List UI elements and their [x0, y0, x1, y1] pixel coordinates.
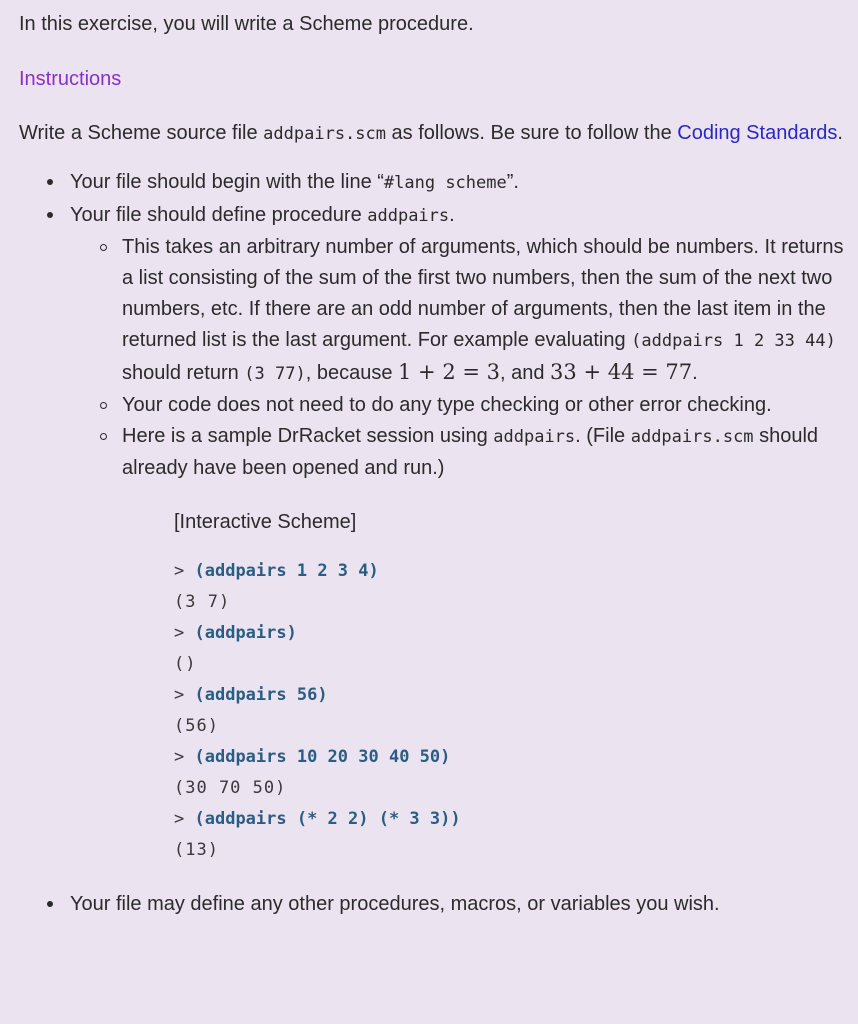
- sub-list-item: [70, 232, 848, 390]
- filename-code: addpairs.scm: [263, 124, 386, 144]
- session-output: (13): [174, 840, 219, 860]
- prompt-symbol: >: [174, 809, 185, 829]
- result-code: (3 77): [244, 364, 306, 384]
- item-text: . (File: [575, 425, 631, 447]
- instructions-paragraph: [19, 117, 858, 150]
- prompt-symbol: >: [174, 685, 185, 705]
- session-title: [Interactive Scheme]: [174, 511, 357, 533]
- session-output: (3 7): [174, 592, 231, 612]
- sub-list-item: [70, 390, 848, 421]
- requirements-list: [19, 166, 858, 920]
- sub-list: [70, 232, 858, 866]
- session-output: (56): [174, 716, 219, 736]
- lang-code: #lang scheme: [383, 173, 507, 193]
- sub-list-item: [70, 421, 848, 866]
- item-text: This takes an arbitrary number of arguments, which should be numbers. It returns a list consisting of the sum of the first two numbers, then the sum of the next two numbers, etc. If there are an odd number of arguments, then the last item in the returned list is the last argument. For example evaluating: [122, 236, 844, 351]
- para-text: .: [837, 122, 843, 144]
- item-text: should return: [122, 362, 245, 384]
- example-code: (addpairs 1 2 33 44): [631, 331, 836, 351]
- session-input-line: [174, 742, 848, 773]
- prompt-symbol: >: [174, 623, 185, 643]
- session-output: (30 70 50): [174, 778, 287, 798]
- item-text: Here is a sample DrRacket session using: [122, 425, 494, 447]
- para-text: Write a Scheme source file: [19, 122, 264, 144]
- session-input-line: [174, 680, 848, 711]
- item-text: ”.: [506, 171, 519, 193]
- procedure-code: addpairs: [367, 206, 450, 226]
- item-text: , and: [500, 362, 551, 384]
- interactive-session: [174, 506, 848, 866]
- item-text: Your code does not need to do any type checking or other error checking.: [122, 394, 772, 416]
- item-text: should already have been opened and run.): [122, 425, 819, 479]
- procedure-code: addpairs: [493, 427, 576, 447]
- session-input-line: [174, 618, 848, 649]
- instructions-heading: Instructions: [19, 68, 122, 90]
- session-input: (addpairs): [194, 623, 297, 643]
- item-text: , because: [305, 362, 399, 384]
- item-text: Your file should define procedure: [70, 204, 368, 226]
- session-input-line: [174, 804, 848, 835]
- session-input: (addpairs 1 2 3 4): [194, 561, 379, 581]
- prompt-symbol: >: [174, 561, 185, 581]
- item-text: .: [449, 204, 455, 226]
- item-text: Your file should begin with the line “: [70, 171, 384, 193]
- filename-code: addpairs.scm: [630, 427, 754, 447]
- session-input: (addpairs 56): [194, 685, 328, 705]
- para-text: as follows. Be sure to follow the: [386, 122, 678, 144]
- list-item: [19, 166, 858, 199]
- session-output: (): [174, 654, 197, 674]
- list-item: [19, 199, 858, 866]
- item-text: Your file may define any other procedures, macros, or variables you wish.: [70, 893, 720, 915]
- intro-text: In this exercise, you will write a Scheme procedure.: [19, 13, 474, 35]
- session-input-line: [174, 556, 848, 587]
- math-expression: 1 + 2 = 3: [398, 360, 500, 384]
- list-item: [19, 888, 858, 920]
- math-expression: 33 + 44 = 77: [550, 360, 693, 384]
- session-input: (addpairs (* 2 2) (* 3 3)): [194, 809, 461, 829]
- session-input: (addpairs 10 20 30 40 50): [194, 747, 451, 767]
- coding-standards-link[interactable]: Coding Standards: [677, 122, 838, 144]
- item-text: .: [692, 362, 698, 384]
- prompt-symbol: >: [174, 747, 185, 767]
